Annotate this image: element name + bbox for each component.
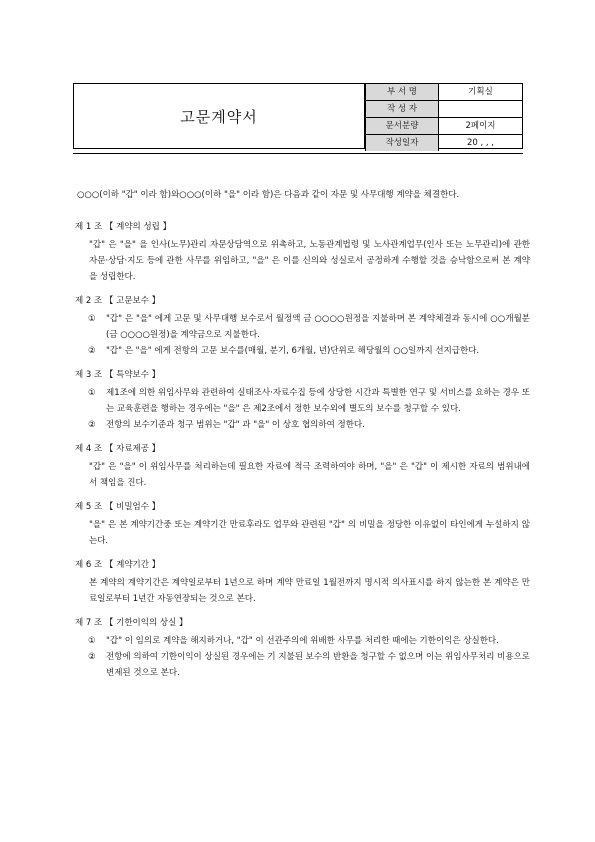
article-heading: 제 7 조 【 기한이익의 상실 】 (75, 618, 188, 628)
item-number: ② (88, 346, 96, 356)
article-heading: 제 4 조 【 자료제공 】 (75, 444, 161, 454)
article-item (75, 633, 530, 649)
article-5 (75, 499, 530, 549)
document-header (73, 83, 523, 149)
intro-paragraph: ○○○(이하 "갑" 이라 함)와○○○(이하 "을" 이라 함)은 다음과 같이 자문 및 사무대행 계약을 체결한다. (77, 190, 460, 200)
meta-row-department (366, 84, 523, 101)
item-text: 제1조에 의한 위임사무와 관련하여 실태조사·자료수집 등에 상당한 시간과 특별한 연구 및 서비스를 요하는 경우 또는 교육훈련을 행하는 경우에는 "을" 은 제2조에서 정한 보수외에 별도의 보수를 청구할 수 있다. (106, 388, 530, 414)
article-6 (75, 557, 530, 607)
article-2 (75, 293, 530, 359)
article-heading: 제 3 조 【 특약보수 】 (75, 370, 161, 380)
header-divider (73, 153, 523, 154)
meta-value: 2페이지 (439, 118, 523, 135)
article-item (75, 343, 530, 359)
article-7 (75, 615, 530, 681)
meta-value (439, 101, 523, 118)
meta-label: 작성일자 (366, 135, 439, 152)
article-3 (75, 367, 530, 433)
item-text: "갑" 이 임의로 계약을 해지하거나, "갑" 이 선관주의에 위배한 사무를 처리한 때에는 기한이익은 상실한다. (106, 636, 499, 646)
article-heading: 제 6 조 【 계약기간 】 (75, 560, 161, 570)
meta-value: 20 , , , (439, 135, 523, 152)
item-number: ① (88, 636, 96, 646)
article-item (75, 385, 530, 417)
item-number: ① (88, 388, 96, 398)
document-title: 고문계약서 (74, 84, 365, 148)
meta-label: 부 서 명 (366, 84, 439, 101)
meta-row-author (366, 101, 523, 118)
article-heading: 제 2 조 【 고문보수 】 (75, 296, 161, 306)
item-number: ② (88, 420, 96, 430)
item-text: "갑" 은 "을" 에게 고문 및 사무대행 보수로서 월정액 금 ○○○○원정을 지불하며 본 계약체결과 동시에 ○○개월분(금 ○○○○원정)을 계약금으로 지불한다. (106, 314, 530, 340)
item-text: 전항의 보수기준과 청구 범위는 "갑" 과 "을" 이 상호 협의하여 정한다. (106, 420, 365, 430)
article-text: "을" 은 본 계약기간중 또는 계약기간 만료후라도 업무와 관련된 "갑" 의 비밀을 정당한 이유없이 타인에게 누설하지 않는다. (89, 520, 530, 546)
article-heading: 제 5 조 【 비밀엄수 】 (75, 502, 161, 512)
article-item (75, 649, 530, 681)
article-4 (75, 441, 530, 491)
article-text: "갑" 은 "을" 을 인사(노무)관리 자문상담역으로 위촉하고, 노동관계법령 및 노사관계업무(인사 또는 노무관리)에 관한 자문·상담·지도 등에 관한 사무를 위임하고, "을" 은 이를 신의와 성실로서 공정하게 수행할 것을 승낙함으로써 본 계약을 성립한다. (89, 240, 530, 282)
article-text: 본 계약의 계약기간은 계약일로부터 1년으로 하며 계약 만료일 1월전까지 명시적 의사표시를 하지 않는한 본 계약은 만료일로부터 1년간 자동연장되는 것으로 본다. (89, 578, 530, 604)
item-number: ② (88, 652, 96, 662)
article-1 (75, 219, 530, 285)
meta-row-date (366, 135, 523, 152)
item-text: "갑" 은 "을" 에게 전항의 고문 보수를(매월, 분기, 6개월, 년)단위로 해당월의 ○○일까지 선지급한다. (106, 346, 480, 356)
meta-value: 기획실 (439, 84, 523, 101)
document-meta-table (365, 84, 522, 151)
item-number: ① (88, 314, 96, 324)
article-text: "갑" 은 "을" 이 위임사무를 처리하는데 필요한 자료에 적극 조력하여야 하며, "을" 은 "갑" 이 제시한 자료의 범위내에서 책임을 진다. (89, 462, 530, 488)
meta-label: 작 성 자 (366, 101, 439, 118)
item-text: 전항에 의하여 기한이익이 상실된 경우에는 기 지불된 보수의 반환을 청구할 수 없으며 이는 위임사무처리 비용으로 변제된 것으로 본다. (106, 652, 530, 678)
contract-body (75, 187, 530, 689)
article-item (75, 417, 530, 433)
article-item (75, 311, 530, 343)
meta-row-length (366, 118, 523, 135)
meta-label: 문서분량 (366, 118, 439, 135)
article-heading: 제 1 조 【 계약의 성립 】 (75, 222, 172, 232)
